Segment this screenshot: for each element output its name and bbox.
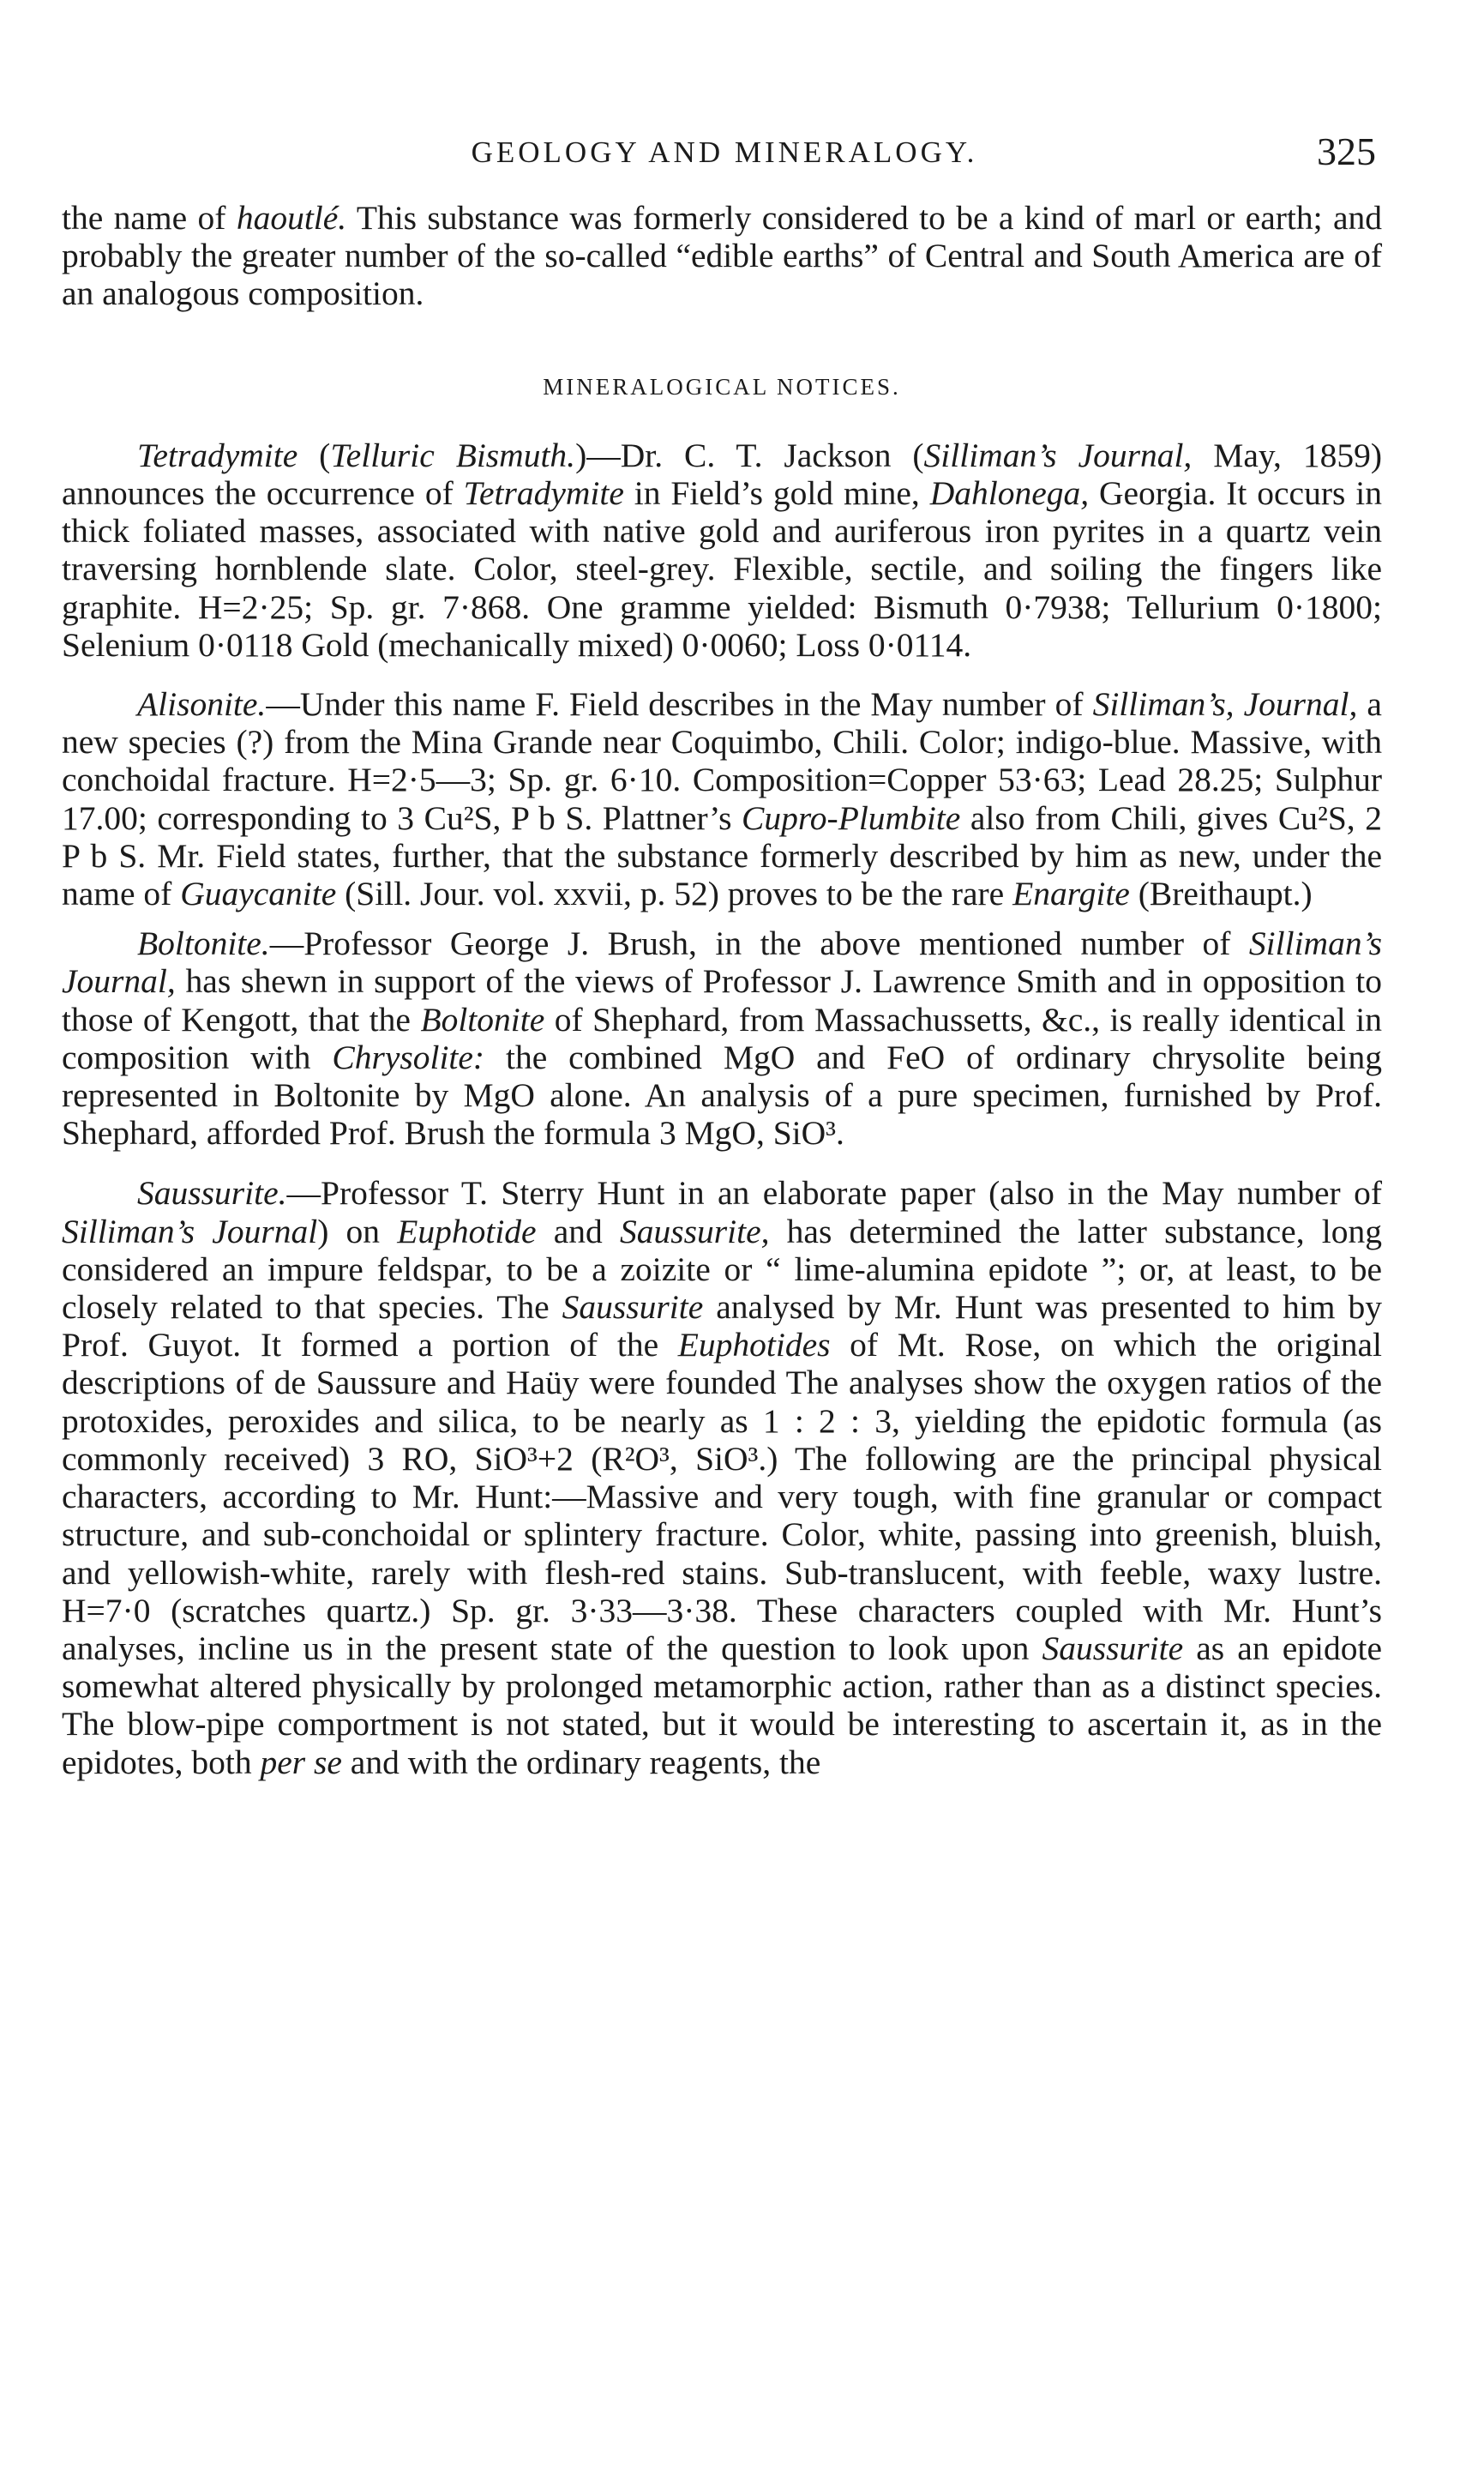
text-run: —Professor T. Sterry Hunt in an elaborate paper (also in the May number of bbox=[286, 1174, 1382, 1213]
italic-term: Tetradymite bbox=[463, 474, 624, 513]
mineral-name: Boltonite. bbox=[137, 924, 270, 963]
text-run: (Sill. Jour. vol. xxvii, p. 52) proves to be the rare bbox=[336, 875, 1013, 913]
italic-term: Saussurite bbox=[562, 1288, 704, 1327]
entry-saussurite bbox=[62, 1174, 1382, 1780]
text-run: —Professor George J. Brush, in the above mentioned number of bbox=[269, 924, 1249, 963]
italic-term: Saussurite bbox=[1042, 1629, 1184, 1667]
text-run: May, 1859) announces the occurrence of bbox=[62, 436, 1382, 513]
page-number: 325 bbox=[1317, 129, 1376, 173]
entry-boltonite bbox=[62, 924, 1382, 1152]
entry-tetradymite bbox=[62, 437, 1382, 664]
entry-alisonite bbox=[62, 685, 1382, 912]
text-run: —Under this name F. Field describes in the May number of bbox=[266, 685, 1093, 724]
text-run: ( bbox=[297, 436, 331, 474]
text-run: ) on bbox=[317, 1212, 398, 1250]
running-title: GEOLOGY AND MINERALOGY. bbox=[471, 135, 978, 169]
text-run: of Shephard, from Massachussetts, &c., is really identical in composition with bbox=[62, 1000, 1383, 1076]
body-text bbox=[62, 199, 1382, 1781]
text-run: has determined the latter substance, long considered an impure feldspar, to be a zoizite or “ lime-alumina epidote ”; or, at least, to be closely related to that species. The bbox=[62, 1212, 1382, 1327]
italic-term: Euphotides bbox=[677, 1326, 831, 1364]
text-run: also from Chili, gives Cu²S, 2 P b S. Mr. Field states, further, that the substance formerly described by him as new, under the name of bbox=[62, 798, 1382, 913]
italic-term: Guaycanite bbox=[180, 875, 337, 913]
italic-term: Silliman’s Journal bbox=[62, 1212, 318, 1250]
italic-term: Enargite bbox=[1012, 875, 1130, 913]
text-run: and bbox=[536, 1212, 620, 1250]
text-run: and with the ordinary reagents, the bbox=[341, 1743, 821, 1781]
text-run: the name of bbox=[62, 199, 237, 237]
italic-term: Silliman’s, Journal, bbox=[1092, 685, 1358, 724]
italic-term: haoutlé. bbox=[236, 199, 347, 237]
text-run: in Field’s gold mine, bbox=[623, 474, 930, 513]
running-head bbox=[73, 129, 1376, 180]
mineral-name: Tetradymite bbox=[137, 436, 298, 474]
text-run: (Breithaupt.) bbox=[1129, 875, 1313, 913]
text-run: analysed by Mr. Hunt was presented to him by Prof. Guyot. It formed a portion of the bbox=[62, 1288, 1382, 1364]
italic-term: Telluric Bismuth. bbox=[330, 436, 576, 474]
italic-term: Euphotide bbox=[397, 1212, 537, 1250]
italic-term: Boltonite bbox=[420, 1000, 545, 1039]
text-run: Georgia. It occurs in thick foliated masses, associated with native gold and auriferous iron pyrites in a quartz vein traversing hornblende slate. Color, steel-grey. Flexible, sectile, and soiling the fingers like graphite. H=2·25; Sp. gr. 7·868. One gramme yielded: Bismuth 0·7938; Tellurium 0·1800; Selenium 0·0118 Gold (mechanically mixed) 0·0060; Loss 0·0114. bbox=[62, 474, 1382, 664]
italic-term: Silliman’s Journal, bbox=[62, 924, 1382, 1001]
italic-term: per se bbox=[260, 1743, 342, 1781]
intro-paragraph bbox=[62, 199, 1382, 313]
text-run: as an epidote somewhat altered physically by prolonged metamorphic action, rather than as a distinct species. The blow-pipe comportment is not stated, but it would be interesting to ascertain it, as in the epidotes, both bbox=[62, 1629, 1382, 1781]
text-run: has shewn in support of the views of Professor J. Lawrence Smith and in opposition to those of Kengott, that the bbox=[62, 962, 1382, 1039]
text-run: )—Dr. C. T. Jackson ( bbox=[575, 436, 924, 474]
text-run: This substance was formerly considered to be a kind of marl or earth; and probably the greater number of the so-called “edible earths” of Central and South America are of an analogous composition. bbox=[62, 199, 1383, 313]
italic-term: Cupro-Plumbite bbox=[742, 798, 961, 837]
italic-term: Chrysolite: bbox=[332, 1038, 485, 1076]
italic-term: Saussurite, bbox=[620, 1212, 770, 1250]
section-heading: MINERALOGICAL NOTICES. bbox=[543, 373, 901, 400]
text-run: a new species (?) from the Mina Grande near Coquimbo, Chili. Color; indigo-blue. Massive, with conchoidal fracture. H=2·5—3; Sp. gr. 6·10. Composition=Copper 53·63; Lead 28.25; Sulphur 17.00; corresponding to 3 Cu²S, P b S. Plattner’s bbox=[62, 685, 1382, 837]
text-run: the combined MgO and FeO of ordinary chrysolite being represented in Boltonite by MgO alone. An analysis of a pure specimen, furnished by Prof. Shephard, afforded Prof. Brush the formula 3 MgO, SiO³. bbox=[62, 1038, 1382, 1153]
italic-term: Silliman’s Journal, bbox=[923, 436, 1193, 474]
mineral-name: Saussurite. bbox=[137, 1174, 287, 1213]
text-run: of Mt. Rose, on which the original descriptions of de Saussure and Haüy were founded The analyses show the oxygen ratios of the protoxides, peroxides and silica, to be nearly as 1 : 2 : 3, yielding the epidotic formula (as commonly received) 3 RO, SiO³+2 (R²O³, SiO³.) The following are the principal physical characters, according to Mr. Hunt:—Massive and very tough, with fine granular or compact structure, and sub-conchoidal or splintery fracture. Color, white, passing into greenish, bluish, and yellowish-white, rarely with flesh-red stains. Sub-translucent, with feeble, waxy lustre. H=7·0 (scratches quartz.) Sp. gr. 3·33—3·38. These characters coupled with Mr. Hunt’s analyses, incline us in the present state of the question to look upon bbox=[62, 1326, 1382, 1667]
mineral-name: Alisonite. bbox=[137, 685, 267, 724]
italic-term: Dahlonega, bbox=[929, 474, 1090, 513]
